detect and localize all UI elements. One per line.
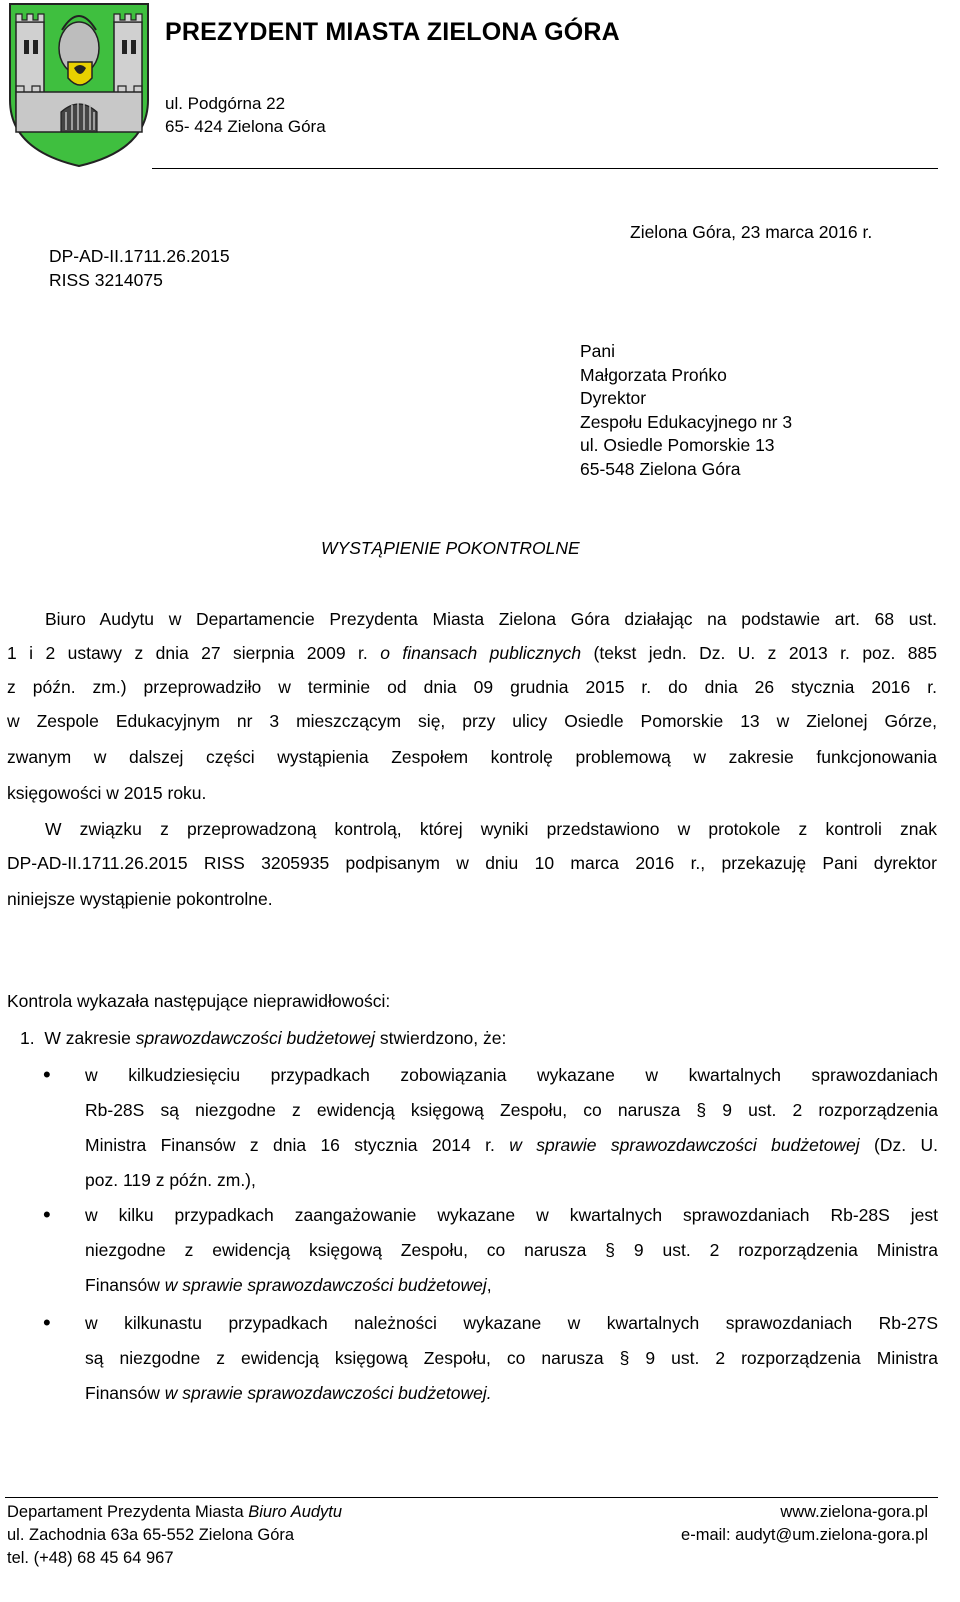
bullet-line: Finansów w sprawie sprawozdawczości budżetowej. bbox=[85, 1383, 492, 1403]
bullet-line: poz. 119 z późn. zm.), bbox=[85, 1170, 256, 1190]
recipient-block bbox=[580, 340, 792, 481]
bullet-line: Ministra Finansów z dnia 16 stycznia 2014 r. w sprawie sprawozdawczości budżetowej (Dz. U. bbox=[85, 1135, 938, 1155]
reference-number: DP-AD-II.1711.26.2015 bbox=[49, 246, 230, 266]
recipient-line: 65-548 Zielona Góra bbox=[580, 458, 741, 479]
footer-divider bbox=[5, 1497, 938, 1498]
findings-item-1: 1. W zakresie sprawozdawczości budżetowej stwierdzono, że: bbox=[20, 1028, 507, 1048]
findings-heading: Kontrola wykazała następujące nieprawidłowości: bbox=[7, 991, 391, 1011]
recipient-line: Zespołu Edukacyjnego nr 3 bbox=[580, 411, 793, 432]
para2-line: DP-AD-II.1711.26.2015 RISS 3205935 podpisanym w dniu 10 marca 2016 r., przekazuję Pani dyrektor bbox=[7, 853, 937, 873]
bullet-line: są niezgodne z ewidencją księgową Zespołu, co narusza § 9 ust. 2 rozporządzenia Ministra bbox=[85, 1348, 938, 1368]
recipient-line: Dyrektor bbox=[580, 388, 647, 408]
intro-line: zwanym w dalszej części wystąpienia Zespołem kontrolę problemową w zakresie funkcjonowania bbox=[7, 747, 937, 767]
footer-website-link[interactable]: www.zielona-gora.pl bbox=[780, 1503, 928, 1521]
intro-line: Biuro Audytu w Departamencie Prezydenta Miasta Zielona Góra działając na podstawie art. 68 ust. bbox=[45, 609, 937, 629]
bullet-marker: • bbox=[43, 1202, 51, 1227]
intro-line: w Zespole Edukacyjnym nr 3 mieszczącym się, przy ulicy Osiedle Pomorskie 13 w Zielonej Górze, bbox=[7, 711, 937, 731]
footer-address: ul. Zachodnia 63a 65-552 Zielona Góra bbox=[7, 1526, 295, 1544]
item-number: 1. bbox=[20, 1028, 35, 1048]
intro-line: 1 i 2 ustawy z dnia 27 sierpnia 2009 r. o finansach publicznych (tekst jedn. Dz. U. z 2013 r. poz. 885 bbox=[7, 643, 938, 663]
bullet-line: Rb-28S są niezgodne z ewidencją księgową Zespołu, co narusza § 9 ust. 2 rozporządzenia bbox=[85, 1100, 938, 1120]
bullet-marker: • bbox=[43, 1062, 51, 1087]
recipient-line: Małgorzata Prońko bbox=[580, 364, 727, 385]
recipient-line: ul. Osiedle Pomorskie 13 bbox=[580, 435, 775, 455]
footer-email-link[interactable]: e-mail: audyt@um.zielona-gora.pl bbox=[681, 1526, 928, 1544]
bullet-line: w kilku przypadkach zaangażowanie wykazane w kwartalnych sprawozdaniach Rb-28S jest bbox=[85, 1205, 938, 1225]
bullet-line: w kilkudziesięciu przypadkach zobowiązania wykazane w kwartalnych sprawozdaniach bbox=[85, 1065, 938, 1085]
intro-line: księgowości w 2015 roku. bbox=[7, 783, 207, 803]
bullet-line: niezgodne z ewidencją księgową Zespołu, co narusza § 9 ust. 2 rozporządzenia Ministra bbox=[85, 1240, 938, 1260]
para2-line: W związku z przeprowadzoną kontrolą, której wyniki przedstawiono w protokole z kontroli znak bbox=[45, 819, 937, 839]
para2-line: niniejsze wystąpienie pokontrolne. bbox=[7, 889, 273, 909]
letter-date: Zielona Góra, 23 marca 2016 r. bbox=[630, 222, 873, 242]
sender-address-city: 65- 424 Zielona Góra bbox=[165, 117, 326, 136]
footer-phone: tel. (+48) 68 45 64 967 bbox=[7, 1549, 174, 1567]
sender-address-street: ul. Podgórna 22 bbox=[165, 94, 286, 113]
bullet-line: Finansów w sprawie sprawozdawczości budżetowej, bbox=[85, 1275, 492, 1295]
document-title: WYSTĄPIENIE POKONTROLNE bbox=[321, 538, 580, 558]
sender-title: PREZYDENT MIASTA ZIELONA GÓRA bbox=[165, 18, 620, 46]
city-crest-logo bbox=[6, 0, 152, 168]
intro-line: z późn. zm.) przeprowadziło w terminie od dnia 09 grudnia 2015 r. do dnia 26 stycznia 2016 r. bbox=[7, 677, 937, 697]
bullet-marker: • bbox=[43, 1310, 51, 1335]
header-divider bbox=[152, 168, 938, 169]
recipient-line: Pani bbox=[580, 341, 616, 361]
riss-number: RISS 3214075 bbox=[49, 270, 163, 290]
bullet-line: w kilkunastu przypadkach należności wykazane w kwartalnych sprawozdaniach Rb-27S bbox=[85, 1313, 938, 1333]
footer-department: Departament Prezydenta Miasta Biuro Audytu bbox=[7, 1503, 343, 1521]
